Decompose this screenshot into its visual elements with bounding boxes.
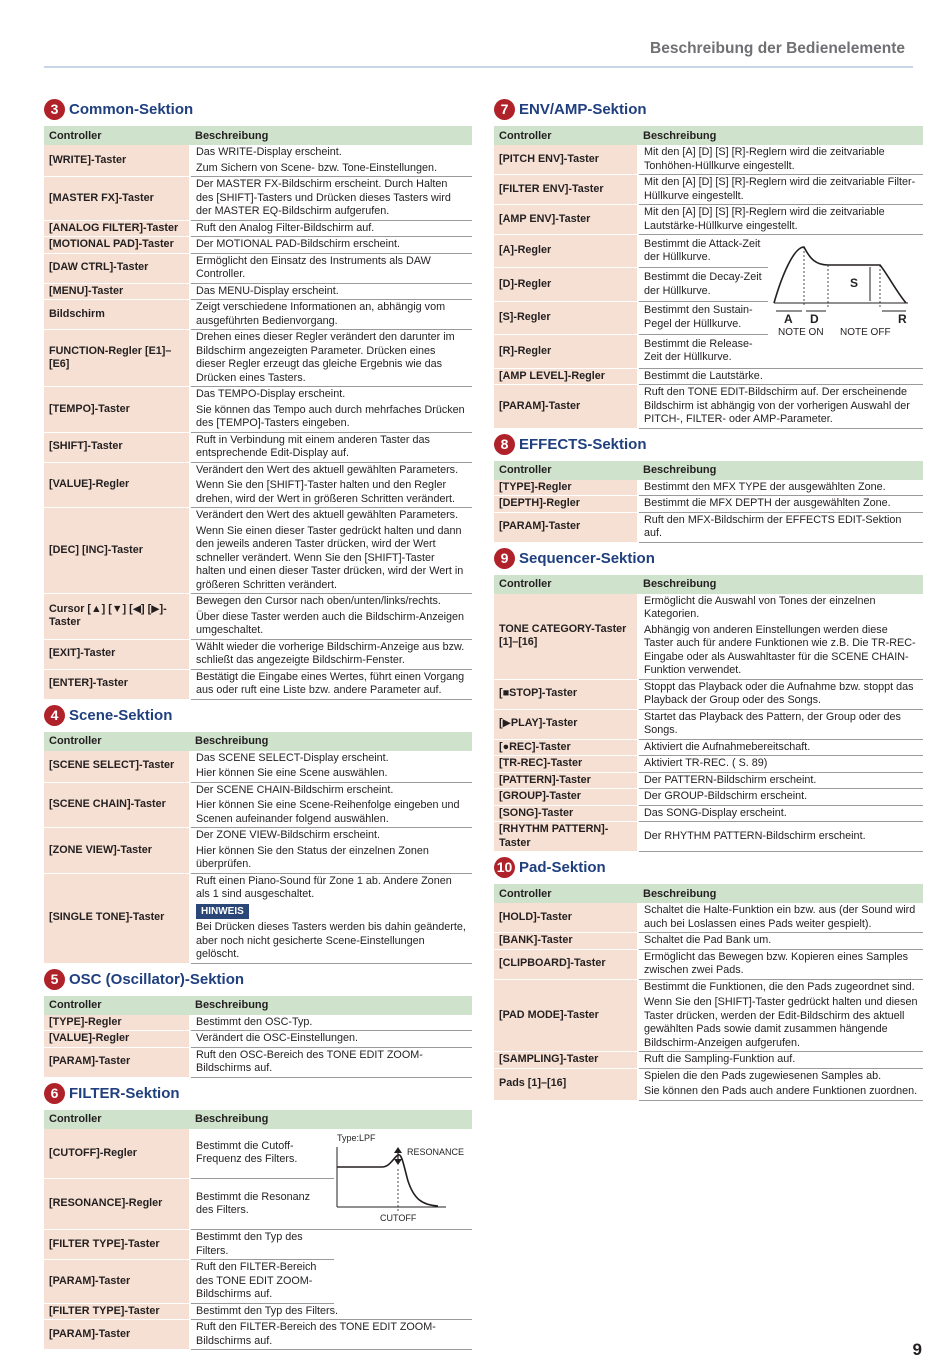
- section-heading: [44, 1080, 472, 1110]
- description-cell: [638, 385, 923, 429]
- description-text: Bestimmt den Typ des Filters.: [196, 1231, 303, 1257]
- controller-cell: [ANALOG FILTER]-Taster: [44, 220, 190, 237]
- section-heading: [494, 96, 923, 126]
- description-cell: [190, 177, 472, 221]
- section-heading: [44, 966, 472, 996]
- description-cell: [190, 220, 472, 237]
- table-row: [494, 979, 923, 1052]
- controller-cell: [AMP ENV]-Taster: [494, 205, 638, 235]
- description-cell: [190, 300, 472, 330]
- description-text: Mit den [A] [D] [S] [R]-Reglern wird die zeitvariable Tonhöhen-Hüllkurve eingestellt.: [644, 146, 885, 172]
- controller-cell: [SONG]-Taster: [494, 805, 638, 822]
- section-heading: [494, 545, 923, 575]
- description-cell: [638, 822, 923, 852]
- description-cell: [638, 512, 923, 542]
- table-row: [494, 368, 923, 385]
- section-number-badge: 4: [44, 705, 65, 726]
- section-heading: [44, 702, 472, 732]
- table-row: [494, 512, 923, 542]
- env-amp-section-table: [494, 126, 923, 429]
- description-cell: [190, 508, 472, 594]
- controller-cell: [FILTER TYPE]-Taster: [44, 1230, 190, 1260]
- table-row: [44, 237, 472, 254]
- description-text: Bestimmt die MFX DEPTH der ausgewählten Zone.: [644, 497, 891, 509]
- description-text: Ruft den OSC-Bereich des TONE EDIT ZOOM-Bildschirms auf.: [196, 1048, 423, 1074]
- description-text: Hier können Sie eine Scene-Reihenfolge eingeben und Scenen aufeinander folgend auswählen.: [196, 799, 460, 825]
- table-row: [44, 432, 472, 462]
- description-cell: [638, 739, 923, 756]
- envelope-diagram-cell: [768, 235, 923, 369]
- description-text: Drehen eines dieser Regler verändert den darunter im Bildschirm angezeigten Parameter. Drücken eines dieser Regler erzeugt das gleiche Ergebnis wie das Drücken eines Tasters.: [196, 331, 455, 384]
- col-header-description: Beschreibung: [638, 884, 923, 903]
- description-text: Verändert den Wert des aktuell gewählten Parameters.: [196, 509, 459, 521]
- table-row: [494, 205, 923, 235]
- description-text: Das TEMPO-Display erscheint.: [196, 388, 346, 400]
- controller-cell: [MASTER FX]-Taster: [44, 177, 190, 221]
- table-row: [494, 1068, 923, 1100]
- table-row: [44, 283, 472, 300]
- section-number-badge: 3: [44, 99, 65, 120]
- description-text: Das SONG-Display erscheint.: [644, 806, 787, 819]
- table-row: [494, 822, 923, 852]
- description-cell: [638, 789, 923, 806]
- controller-cell: [PARAM]-Taster: [44, 1260, 190, 1304]
- description-cell: [190, 1015, 472, 1031]
- table-row: [494, 679, 923, 709]
- description-text: Spielen die den Pads zugewiesenen Samples ab.: [644, 1069, 882, 1082]
- description-text: Startet das Playback des Pattern, der Group oder des Songs.: [644, 710, 901, 736]
- osc-section-table: [44, 996, 472, 1078]
- controller-cell: [PARAM]-Taster: [44, 1320, 190, 1350]
- description-cell: [190, 253, 472, 283]
- description-cell: [190, 237, 472, 254]
- description-text: Stoppt das Playback oder die Aufnahme bzw. stoppt das Playback der Group oder des Songs.: [644, 680, 914, 706]
- controller-cell: [DAW CTRL]-Taster: [44, 253, 190, 283]
- description-cell: [190, 1047, 472, 1077]
- table-row: [44, 1047, 472, 1077]
- description-text: Ruft den Analog Filter-Bildschirm auf.: [196, 221, 375, 234]
- description-text: Hier können Sie den Status der einzelnen Zonen überprüfen.: [196, 844, 429, 870]
- section-title: Sequencer-Sektion: [519, 549, 655, 567]
- description-text: Ruft einen Piano-Sound für Zone 1 ab. Andere Zonen als 1 sind ausgeschaltet.: [196, 874, 452, 900]
- controller-cell: [TYPE]-Regler: [494, 480, 638, 496]
- description-cell: [190, 828, 472, 874]
- description-cell: [638, 933, 923, 950]
- controller-cell: [DEPTH]-Regler: [494, 496, 638, 513]
- table-row: [44, 1320, 472, 1350]
- description-cell: [638, 368, 923, 385]
- controller-cell: [MENU]-Taster: [44, 283, 190, 300]
- description-text: Zum Sichern von Scene- bzw. Tone-Einstellungen.: [196, 161, 438, 174]
- description-cell: [638, 979, 923, 1052]
- table-row: [44, 145, 472, 177]
- col-header-controller: Controller: [44, 732, 190, 751]
- common-section-table: [44, 126, 472, 700]
- description-text: Verändert die OSC-Einstellungen.: [196, 1032, 359, 1044]
- controller-cell: [HOLD]-Taster: [494, 903, 638, 933]
- table-row: [494, 480, 923, 496]
- envelope-curve: [774, 247, 906, 303]
- controller-cell: [CLIPBOARD]-Taster: [494, 949, 638, 979]
- controller-cell: FUNCTION-Regler [E1]–[E6]: [44, 330, 190, 387]
- description-cell: [190, 283, 472, 300]
- controller-cell: [CUTOFF]-Regler: [44, 1129, 190, 1179]
- table-row: [44, 751, 472, 783]
- controller-cell: [ZONE VIEW]-Taster: [44, 828, 190, 874]
- pad-section-table: [494, 884, 923, 1101]
- controller-cell: [▶PLAY]-Taster: [494, 709, 638, 739]
- description-text: Schaltet die Pad Bank um.: [644, 934, 772, 946]
- description-text: Bewegen den Cursor nach oben/unten/links/rechts.: [196, 595, 441, 607]
- section-title: Pad-Sektion: [519, 859, 606, 876]
- scene-section-table: [44, 732, 472, 964]
- controller-cell: TONE CATEGORY-Taster [1]–[16]: [494, 594, 638, 680]
- page-header: [44, 36, 913, 68]
- table-row: [494, 949, 923, 979]
- description-cell: Bestimmt die Attack-Zeit der Hüllkurve.: [638, 235, 768, 268]
- col-header-controller: Controller: [494, 575, 638, 594]
- controller-cell: [SCENE CHAIN]-Taster: [44, 782, 190, 828]
- section-title: ENV/AMP-Sektion: [519, 101, 647, 118]
- section-number-badge: 9: [494, 548, 515, 569]
- table-row: [44, 1129, 472, 1179]
- attack-label: A: [784, 312, 793, 326]
- table-row: [494, 789, 923, 806]
- description-text: Wenn Sie einen dieser Taster gedrückt halten und dann den jeweils anderen Taster drücken, wird der Wert schneller verändert. Wenn Sie den [SHIFT]-Taster halten und einen dieser Taster drücken, wird der Wert in größeren Schritten verändert.: [196, 524, 464, 591]
- controller-cell: [S]-Regler: [494, 301, 638, 334]
- cutoff-label: CUTOFF: [380, 1212, 417, 1223]
- description-text: Schaltet die Halte-Funktion ein bzw. aus (der Sound wird auch bei Loslassen eines Pads weiter gespielt).: [644, 904, 916, 930]
- controller-cell: [RESONANCE]-Regler: [44, 1179, 190, 1230]
- section-title: FILTER-Sektion: [69, 1084, 180, 1102]
- description-cell: [190, 669, 472, 699]
- controller-cell: [PARAM]-Taster: [494, 512, 638, 542]
- description-cell: [638, 1068, 923, 1100]
- hinweis-badge: HINWEIS: [196, 904, 249, 920]
- controller-cell: [R]-Regler: [494, 335, 638, 368]
- controller-cell: [A]-Regler: [494, 235, 638, 268]
- description-text: Wenn Sie den [SHIFT]-Taster halten und den Regler drehen, wird der Wert in größeren Schritten verändert.: [196, 479, 456, 505]
- page-number: 9: [912, 1340, 922, 1359]
- col-header-description: Beschreibung: [638, 575, 923, 594]
- table-row: [44, 639, 472, 669]
- page-header-title: Beschreibung der Bedienelemente: [650, 40, 905, 57]
- col-header-description: Beschreibung: [190, 1110, 472, 1129]
- controller-cell: [GROUP]-Taster: [494, 789, 638, 806]
- description-cell: Bestimmt die Decay-Zeit der Hüllkurve.: [638, 268, 768, 301]
- table-row: [494, 175, 923, 205]
- description-text: Wenn Sie den [SHIFT]-Taster gedrückt halten und diesen Taster drücken, werden der Edit-Bildschirm des aktuell gewählten Pads sowie damit zusammen hängende Bildschirm-Anzeigen aufgerufen.: [644, 996, 918, 1049]
- description-text: Mit den [A] [D] [S] [R]-Reglern wird die zeitvariable Lautstärke-Hüllkurve eingestellt.: [644, 206, 885, 232]
- description-cell: [190, 1031, 472, 1048]
- description-text: Wählt wieder die vorherige Bildschirm-Anzeige aus bzw. schließt das angezeigte Bildschirm-Fenster.: [196, 640, 465, 666]
- table-row: [494, 903, 923, 933]
- description-text: Ruft den FILTER-Bereich des TONE EDIT ZOOM-Bildschirms auf.: [196, 1321, 436, 1347]
- table-row: [44, 508, 472, 594]
- table-row: [494, 805, 923, 822]
- description-text: Ruft den TONE EDIT-Bildschirm auf. Der erscheinende Bildschirm ist abhängig von der vorherigen Auswahl der PITCH-, FILTER- oder AMP-Parameter.: [644, 386, 910, 425]
- section-number-badge: 5: [44, 969, 65, 990]
- filter-type-label: Type:LPF: [337, 1132, 376, 1143]
- section-heading: [494, 431, 923, 461]
- description-cell: [190, 462, 472, 508]
- description-text: Bestimmt den OSC-Typ.: [196, 1015, 313, 1028]
- controller-cell: Cursor [▲] [▼] [◀] [▶]-Taster: [44, 594, 190, 640]
- description-text: Aktiviert die Aufnahmebereitschaft.: [644, 740, 811, 753]
- description-cell: [638, 205, 923, 235]
- col-header-description: Beschreibung: [638, 461, 923, 480]
- description-cell: [190, 639, 472, 669]
- description-cell: Bestimmt die Cutoff-Frequenz des Filters.: [190, 1129, 334, 1179]
- description-cell: [190, 1260, 334, 1304]
- col-header-description: Beschreibung: [190, 126, 472, 145]
- description-text: Sie können das Tempo auch durch mehrfaches Drücken des [TEMPO]-Tasters eingeben.: [196, 403, 465, 429]
- table-row: [44, 1303, 472, 1320]
- controller-cell: [FILTER TYPE]-Taster: [44, 1303, 190, 1320]
- table-row: [44, 253, 472, 283]
- description-cell: [190, 432, 472, 462]
- description-text: Der RHYTHM PATTERN-Bildschirm erscheint.: [644, 829, 866, 842]
- description-text: Bestätigt die Eingabe eines Wertes, führt einen Vorgang aus oder ruft eine Liste bzw. andere Parameter auf.: [196, 670, 465, 696]
- description-text: Ruft den FILTER-Bereich des TONE EDIT ZOOM-Bildschirms auf.: [196, 1261, 317, 1300]
- description-cell: [638, 805, 923, 822]
- table-row: [494, 385, 923, 429]
- table-row: [44, 782, 472, 828]
- description-text: Der SCENE CHAIN-Bildschirm erscheint.: [196, 783, 394, 796]
- controller-cell: [SINGLE TONE]-Taster: [44, 873, 190, 963]
- description-cell: [638, 756, 923, 773]
- controller-cell: [SCENE SELECT]-Taster: [44, 751, 190, 783]
- description-cell: Bestimmt die Release-Zeit der Hüllkurve.: [638, 335, 768, 368]
- description-text: Bestimmt die Funktionen, die den Pads zugeordnet sind.: [644, 980, 915, 993]
- description-text: Ermöglicht das Bewegen bzw. Kopieren eines Samples zwischen zwei Pads.: [644, 950, 909, 976]
- left-column: [44, 94, 472, 1350]
- description-cell: [638, 903, 923, 933]
- col-header-controller: Controller: [44, 1110, 190, 1129]
- description-text: Aktiviert TR-REC. ( S. 89): [644, 757, 768, 769]
- right-column: [494, 94, 923, 1101]
- table-row: [44, 387, 472, 433]
- description-cell: [638, 772, 923, 789]
- table-row: [494, 1052, 923, 1069]
- note-off-label: NOTE OFF: [840, 327, 891, 338]
- controller-cell: Bildschirm: [44, 300, 190, 330]
- table-row: [44, 220, 472, 237]
- table-row: [44, 1230, 472, 1260]
- table-row: [44, 594, 472, 640]
- resonance-arrow-up: [394, 1147, 402, 1153]
- controller-cell: [EXIT]-Taster: [44, 639, 190, 669]
- section-heading: [494, 854, 923, 884]
- section-title: Scene-Sektion: [69, 706, 173, 724]
- table-row: [44, 177, 472, 221]
- controller-cell: [RHYTHM PATTERN]-Taster: [494, 822, 638, 852]
- controller-cell: [WRITE]-Taster: [44, 145, 190, 177]
- table-row: [44, 462, 472, 508]
- effects-section-table: [494, 461, 923, 543]
- description-cell: [190, 594, 472, 640]
- table-row: [494, 739, 923, 756]
- section-number-badge: 7: [494, 99, 515, 120]
- controller-cell: [FILTER ENV]-Taster: [494, 175, 638, 205]
- col-header-description: Beschreibung: [190, 732, 472, 751]
- decay-label: D: [810, 312, 819, 326]
- col-header-controller: Controller: [44, 996, 190, 1015]
- filter-curve: [337, 1154, 438, 1205]
- release-label: R: [898, 312, 907, 326]
- controller-cell: [DEC] [INC]-Taster: [44, 508, 190, 594]
- controller-cell: [VALUE]-Regler: [44, 462, 190, 508]
- controller-cell: [BANK]-Taster: [494, 933, 638, 950]
- description-cell: Bestimmt den Sustain-Pegel der Hüllkurve.: [638, 301, 768, 334]
- description-cell: [638, 1052, 923, 1069]
- table-row: [44, 828, 472, 874]
- description-cell: [638, 145, 923, 175]
- controller-cell: [TR-REC]-Taster: [494, 756, 638, 773]
- section-heading: [44, 96, 472, 126]
- description-text: Bei Drücken dieses Tasters werden bis dahin geänderte, aber noch nicht gesicherte Scene-Einstellungen gelöscht.: [196, 921, 466, 960]
- filter-diagram-cell: [334, 1129, 472, 1230]
- section-title: Common-Sektion: [69, 101, 194, 118]
- note-on-label: NOTE ON: [778, 327, 824, 338]
- description-text: Das WRITE-Display erscheint.: [196, 146, 342, 158]
- table-row: [494, 235, 923, 268]
- description-cell: [190, 387, 472, 433]
- controller-cell: [PARAM]-Taster: [494, 385, 638, 429]
- description-cell: Bestimmt die Resonanz des Filters.: [190, 1179, 334, 1230]
- description-text: Zeigt verschiedene Informationen an, abhängig vom ausgeführten Bedienvorgang.: [196, 301, 446, 327]
- description-cell: [190, 751, 472, 783]
- description-text: Bestimmt die Lautstärke.: [644, 369, 763, 382]
- description-text: Ermöglicht die Auswahl von Tones der einzelnen Kategorien.: [644, 594, 876, 620]
- description-text: Hier können Sie eine Scene auswählen.: [196, 767, 388, 779]
- col-header-description: Beschreibung: [638, 126, 923, 145]
- description-cell: [190, 145, 472, 177]
- table-row: [494, 772, 923, 789]
- controller-cell: [PARAM]-Taster: [44, 1047, 190, 1077]
- description-cell: [638, 480, 923, 496]
- resonance-arrow-down: [394, 1159, 402, 1165]
- controller-cell: [PITCH ENV]-Taster: [494, 145, 638, 175]
- col-header-controller: Controller: [494, 461, 638, 480]
- description-cell: [638, 949, 923, 979]
- section-number-badge: 6: [44, 1083, 65, 1104]
- table-row: [494, 594, 923, 680]
- table-row: [494, 145, 923, 175]
- description-cell: [190, 330, 472, 387]
- controller-cell: [AMP LEVEL]-Regler: [494, 368, 638, 385]
- controller-cell: [VALUE]-Regler: [44, 1031, 190, 1048]
- controller-cell: [TYPE]-Regler: [44, 1015, 190, 1031]
- description-text: Der ZONE VIEW-Bildschirm erscheint.: [196, 829, 380, 841]
- description-text: Über diese Taster werden auch die Bildschirm-Anzeigen umgeschaltet.: [196, 610, 465, 636]
- controller-cell: [SHIFT]-Taster: [44, 432, 190, 462]
- description-cell: [190, 1230, 334, 1260]
- description-text: Bestimmt den Typ des Filters.: [196, 1304, 339, 1317]
- description-text: Der MASTER FX-Bildschirm erscheint. Durch Halten des [SHIFT]-Tasters und Drücken dieses Tasters wird der MASTER EQ-Bildschirm aufgerufen.: [196, 178, 451, 217]
- description-cell: [190, 1303, 472, 1320]
- adsr-envelope-diagram: [768, 235, 918, 363]
- table-row: [494, 756, 923, 773]
- table-row: [494, 709, 923, 739]
- description-text: Abhängig von anderen Einstellungen werden diese Taster auch für andere Funktionen wie z.B. Die TR-REC-Eingabe oder als Auswahltaster für die SCENE CHAIN-Funktion verwendet.: [644, 623, 916, 676]
- sequencer-section-table: [494, 575, 923, 853]
- description-cell: [638, 496, 923, 513]
- description-cell: [190, 1320, 472, 1350]
- description-text: Verändert den Wert des aktuell gewählten Parameters.: [196, 463, 459, 476]
- description-text: Ruft die Sampling-Funktion auf.: [644, 1053, 796, 1065]
- controller-cell: [TEMPO]-Taster: [44, 387, 190, 433]
- description-text: Mit den [A] [D] [S] [R]-Reglern wird die zeitvariable Filter-Hüllkurve eingestellt.: [644, 176, 916, 202]
- description-cell: [190, 782, 472, 828]
- col-header-controller: Controller: [44, 126, 190, 145]
- description-cell: [638, 175, 923, 205]
- table-row: [44, 300, 472, 330]
- table-row: [44, 1260, 472, 1304]
- table-row: [44, 1015, 472, 1031]
- description-text: Sie können den Pads auch andere Funktionen zuordnen.: [644, 1085, 918, 1097]
- resonance-label: RESONANCE: [407, 1146, 465, 1157]
- description-text: Das MENU-Display erscheint.: [196, 284, 339, 297]
- description-text: Ruft in Verbindung mit einem anderen Taster das entsprechende Edit-Display auf.: [196, 433, 430, 459]
- description-cell: [638, 679, 923, 709]
- table-row: [494, 933, 923, 950]
- table-row: [44, 330, 472, 387]
- description-text: Der GROUP-Bildschirm erscheint.: [644, 790, 808, 802]
- filter-section-table: [44, 1110, 472, 1351]
- description-text: Ermöglicht den Einsatz des Instruments als DAW Controller.: [196, 254, 431, 280]
- col-header-description: Beschreibung: [190, 996, 472, 1015]
- description-text: Ruft den MFX-Bildschirm der EFFECTS EDIT-Sektion auf.: [644, 513, 902, 539]
- table-row: [44, 669, 472, 699]
- section-title: OSC (Oscillator)-Sektion: [69, 970, 245, 988]
- description-text: Der MOTIONAL PAD-Bildschirm erscheint.: [196, 238, 400, 250]
- table-row: [44, 873, 472, 963]
- description-text: Bestimmt den MFX TYPE der ausgewählten Zone.: [644, 480, 886, 493]
- controller-cell: [PATTERN]-Taster: [494, 772, 638, 789]
- controller-cell: [ENTER]-Taster: [44, 669, 190, 699]
- col-header-controller: Controller: [494, 126, 638, 145]
- controller-cell: [MOTIONAL PAD]-Taster: [44, 237, 190, 254]
- table-row: [494, 496, 923, 513]
- section-title: EFFECTS-Sektion: [519, 435, 647, 453]
- controller-cell: Pads [1]–[16]: [494, 1068, 638, 1100]
- description-cell: [638, 594, 923, 680]
- description-cell: [638, 709, 923, 739]
- controller-cell: [SAMPLING]-Taster: [494, 1052, 638, 1069]
- controller-cell: [D]-Regler: [494, 268, 638, 301]
- controller-cell: [●REC]-Taster: [494, 739, 638, 756]
- col-header-controller: Controller: [494, 884, 638, 903]
- lpf-filter-diagram: [334, 1129, 468, 1225]
- controller-cell: [PAD MODE]-Taster: [494, 979, 638, 1052]
- controller-cell: [■STOP]-Taster: [494, 679, 638, 709]
- table-row: [44, 1031, 472, 1048]
- section-number-badge: 8: [494, 434, 515, 455]
- sustain-label: S: [850, 276, 859, 290]
- description-cell: [190, 873, 472, 963]
- description-text: Der PATTERN-Bildschirm erscheint.: [644, 773, 817, 786]
- section-number-badge: 10: [494, 857, 515, 878]
- description-text: Das SCENE SELECT-Display erscheint.: [196, 751, 389, 764]
